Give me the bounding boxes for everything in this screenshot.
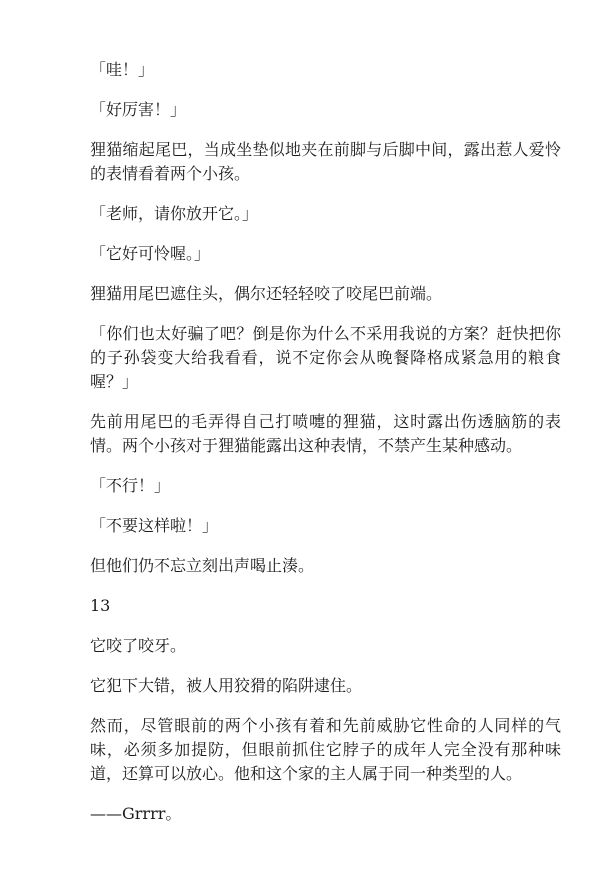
paragraph: 「老师，请你放开它。」 bbox=[90, 204, 259, 223]
paragraph: 狸猫用尾巴遮住头，偶尔还轻轻咬了咬尾巴前端。 bbox=[90, 284, 443, 303]
paragraph: 「不行！」 bbox=[90, 476, 171, 495]
paragraph: 「不要这样啦！」 bbox=[90, 516, 219, 535]
paragraph: 「它好可怜喔。」 bbox=[90, 244, 211, 263]
paragraph: 它犯下大错，被人用狡猾的陷阱逮住。 bbox=[90, 676, 363, 695]
paragraph: ——Grrrr。 bbox=[90, 804, 182, 823]
paragraph: 先前用尾巴的毛弄得自己打喷嚏的狸猫，这时露出伤透脑筋的表情。两个小孩对于狸猫能露出这种表情，不禁产生某种感动。 bbox=[90, 412, 561, 455]
paragraph: 「好厉害！」 bbox=[90, 100, 187, 119]
paragraph: 「哇！」 bbox=[90, 60, 155, 79]
section-number: 13 bbox=[90, 596, 111, 615]
paragraph: 但他们仍不忘立刻出声喝止湊。 bbox=[90, 556, 315, 575]
paragraph: 狸猫缩起尾巴，当成坐垫似地夹在前脚与后脚中间，露出惹人爱怜的表情看着两个小孩。 bbox=[90, 140, 561, 183]
paragraph: 它咬了咬牙。 bbox=[90, 636, 187, 655]
paragraph: 然而，尽管眼前的两个小孩有着和先前威胁它性命的人同样的气味，必须多加提防，但眼前抓住它脖子的成年人完全没有那种味道，还算可以放心。他和这个家的主人属于同一种类型的人。 bbox=[90, 716, 561, 783]
paragraph: 「你们也太好骗了吧？倒是你为什么不采用我说的方案？赶快把你的子孙袋变大给我看看，说不定你会从晚餐降格成紧急用的粮食喔？」 bbox=[90, 324, 561, 391]
